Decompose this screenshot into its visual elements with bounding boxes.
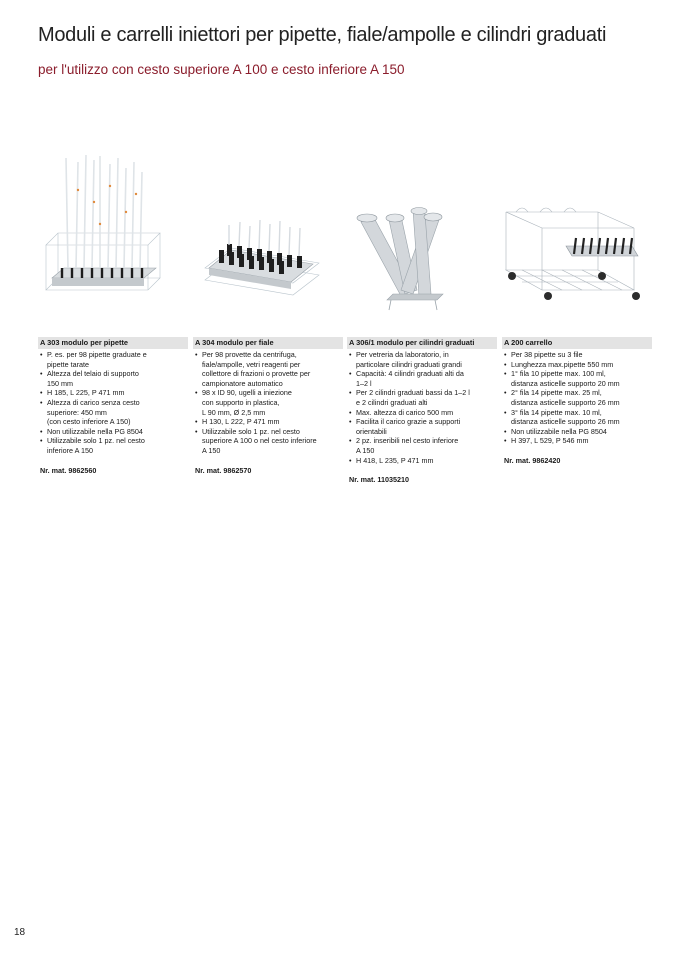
page-title: Moduli e carrelli iniettori per pipette, fiale/ampolle e cilindri graduati [38, 24, 607, 46]
page-subtitle: per l'utilizzo con cesto superiore A 100 e cesto inferiore A 150 [38, 62, 405, 77]
feature-list [193, 350, 343, 456]
product-a303 [38, 150, 188, 475]
feature-list [347, 350, 497, 465]
feature-item: • Utilizzabile solo 1 pz. nel cesto inferiore A 150 [40, 436, 188, 455]
feature-item: • Altezza di carico senza cesto superiore: 450 mm (con cesto inferiore A 150) [40, 398, 188, 427]
material-number: Nr. mat. 11035210 [349, 475, 409, 485]
feature-item: • H 418, L 235, P 471 mm [349, 456, 497, 466]
feature-item: • Per 98 provette da centrifuga, fiale/ampolle, vetri reagenti per collettore di frazioni o provette per campionatore automatico [195, 350, 343, 388]
feature-item: • Altezza del telaio di supporto 150 mm [40, 369, 188, 388]
cylinder-module-image [347, 150, 497, 330]
feature-list [38, 350, 188, 456]
product-a306-1 [347, 150, 497, 484]
material-number: Nr. mat. 9862560 [40, 465, 97, 475]
vial-module-image [193, 150, 343, 330]
product-name: A 303 modulo per pipette [38, 337, 188, 349]
feature-item: • Per 38 pipette su 3 file [504, 350, 652, 360]
feature-item: • Non utilizzabile nella PG 8504 [40, 427, 188, 437]
page-number: 18 [14, 927, 26, 938]
feature-item: • 2° fila 14 pipette max. 25 ml, distanza asticelle supporto 26 mm [504, 388, 652, 407]
feature-item: • H 397, L 529, P 546 mm [504, 436, 652, 446]
product-a200 [502, 150, 652, 465]
feature-item: • P. es. per 98 pipette graduate e pipette tarate [40, 350, 188, 369]
feature-item: • H 185, L 225, P 471 mm [40, 388, 188, 398]
product-name: A 304 modulo per fiale [193, 337, 343, 349]
feature-list [502, 350, 652, 446]
product-a304 [193, 150, 343, 475]
trolley-image [502, 150, 652, 330]
feature-item: • Per 2 cilindri graduati bassi da 1–2 l e 2 cilindri graduati alti [349, 388, 497, 407]
feature-item: • Capacità: 4 cilindri graduati alti da 1–2 l [349, 369, 497, 388]
feature-item: • 3° fila 14 pipette max. 10 ml, distanza asticelle supporto 26 mm [504, 408, 652, 427]
feature-item: • 98 x ID 90, ugelli a iniezione con supporto in plastica, L 90 mm, Ø 2,5 mm [195, 388, 343, 417]
product-name: A 306/1 modulo per cilindri graduati [347, 337, 497, 349]
feature-item: • Max. altezza di carico 500 mm [349, 408, 497, 418]
feature-item: • H 130, L 222, P 471 mm [195, 417, 343, 427]
feature-item: • Utilizzabile solo 1 pz. nel cesto superiore A 100 o nel cesto inferiore A 150 [195, 427, 343, 456]
feature-item: • Lunghezza max.pipette 550 mm [504, 360, 652, 370]
feature-item: • Non utilizzabile nella PG 8504 [504, 427, 652, 437]
material-number: Nr. mat. 9862420 [504, 455, 561, 465]
feature-item: • 2 pz. inseribili nel cesto inferiore A 150 [349, 436, 497, 455]
product-name: A 200 carrello [502, 337, 652, 349]
feature-item: • 1° fila 10 pipette max. 100 ml, distanza asticelle supporto 20 mm [504, 369, 652, 388]
feature-item: • Per vetreria da laboratorio, in particolare cilindri graduati grandi [349, 350, 497, 369]
pipette-module-image [38, 150, 188, 330]
feature-item: • Facilita il carico grazie a supporti orientabili [349, 417, 497, 436]
material-number: Nr. mat. 9862570 [195, 465, 252, 475]
